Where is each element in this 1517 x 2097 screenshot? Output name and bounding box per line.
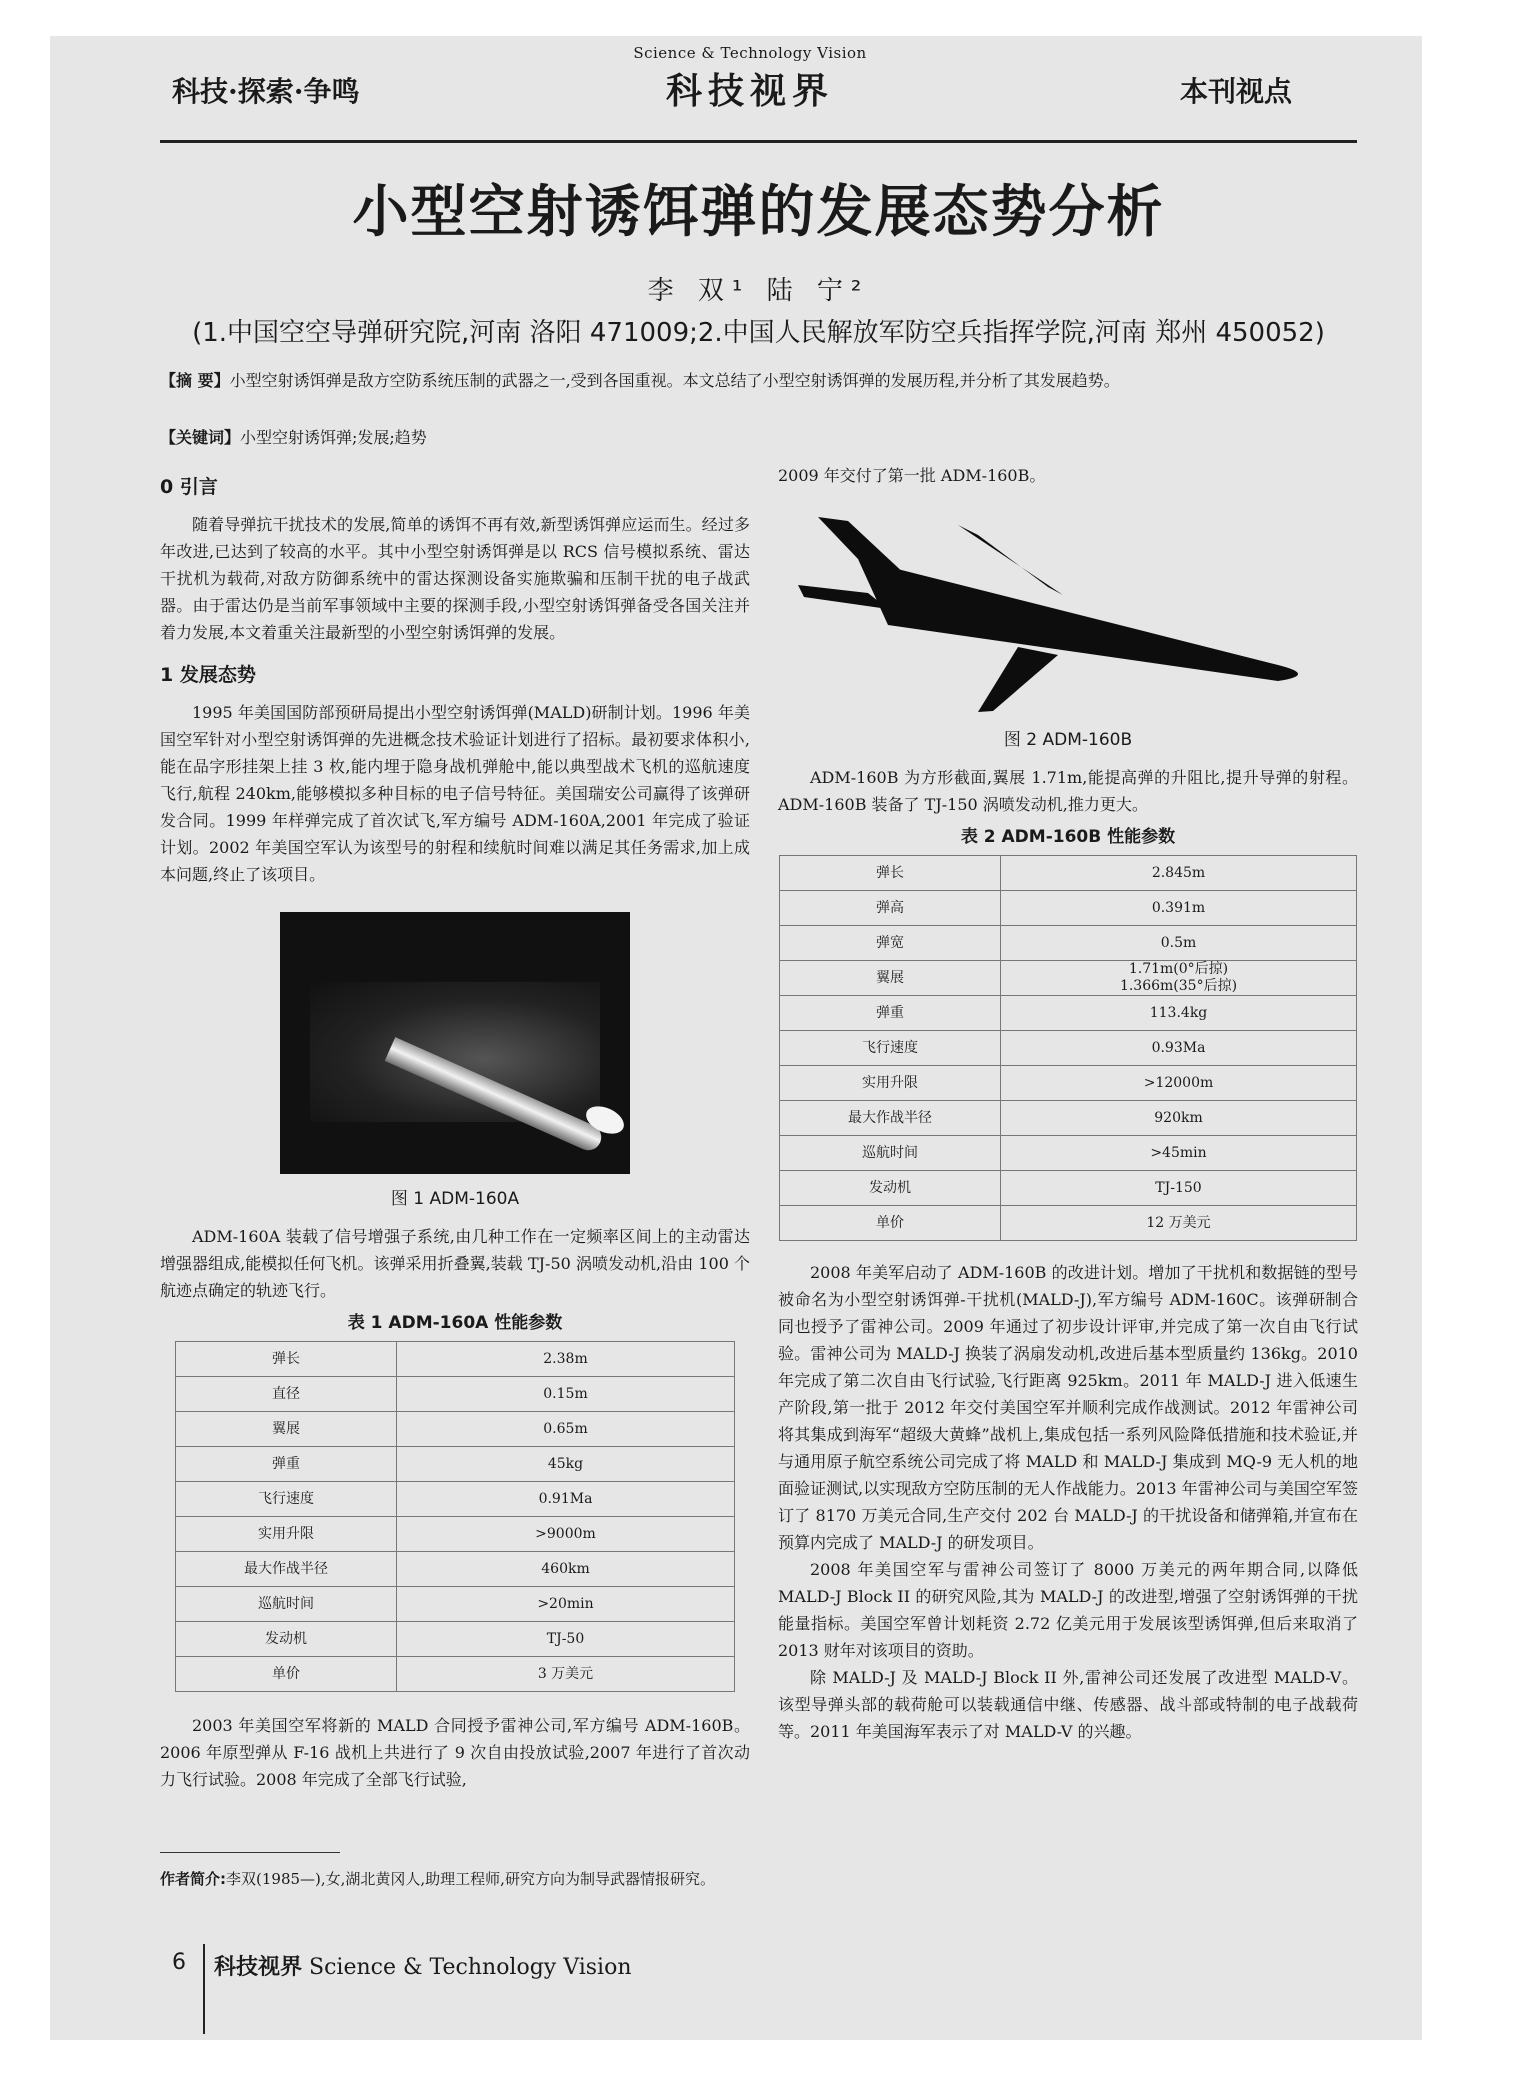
keywords-label: 【关键词】 <box>160 428 241 447</box>
abstract-label: 【摘 要】 <box>160 371 230 390</box>
table-cell-value: 0.93Ma <box>1001 1031 1357 1066</box>
table-row <box>780 1206 1357 1241</box>
table-row <box>780 1101 1357 1136</box>
table-row <box>780 856 1357 891</box>
table-row <box>176 1552 735 1587</box>
table-cell-value: 0.91Ma <box>397 1482 735 1517</box>
table-row <box>176 1587 735 1622</box>
table-row <box>176 1377 735 1412</box>
table-row <box>780 996 1357 1031</box>
table-cell-value: >9000m <box>397 1517 735 1552</box>
header-journal-name: 科技视界 <box>665 70 834 112</box>
right-paragraph-4: 除 MALD-J 及 MALD-J Block II 外,雷神公司还发展了改进型 MALD-V。该型导弹头部的载荷舱可以装载通信中继、传感器、战斗部或特制的电子战载荷等。2011 年美国海军表示了对 MALD-V 的兴趣。 <box>778 1668 1358 1741</box>
table-cell-param: 最大作战半径 <box>176 1552 397 1587</box>
table-cell-value: 0.5m <box>1001 926 1357 961</box>
table-cell-param: 发动机 <box>176 1622 397 1657</box>
table-cell-param: 单价 <box>176 1657 397 1692</box>
table-cell-param: 弹长 <box>176 1342 397 1377</box>
table-cell-param: 弹宽 <box>780 926 1001 961</box>
table-1-adm160a-specs <box>175 1341 735 1692</box>
abstract-text: 小型空射诱饵弹是敌方空防系统压制的武器之一,受到各国重视。本文总结了小型空射诱饵弹的发展历程,并分析了其发展趋势。 <box>229 371 1120 390</box>
table-cell-param: 飞行速度 <box>780 1031 1001 1066</box>
table-row <box>176 1657 735 1692</box>
table-1-caption: 表 1 ADM-160A 性能参数 <box>347 1313 563 1333</box>
footnote-text: 李双(1985—),女,湖北黄冈人,助理工程师,研究方向为制导武器情报研究。 <box>226 1870 715 1888</box>
header-rule <box>160 140 1357 143</box>
table-row <box>176 1482 735 1517</box>
table-cell-value: 1.71m(0°后掠) 1.366m(35°后掠) <box>1001 961 1357 996</box>
left-column <box>160 462 750 1793</box>
table-cell-param: 弹重 <box>176 1447 397 1482</box>
header-section-name: 本刊视点 <box>1180 75 1293 108</box>
table-row <box>176 1622 735 1657</box>
table-cell-value: 2.38m <box>397 1342 735 1377</box>
table-cell-param: 实用升限 <box>176 1517 397 1552</box>
table-cell-param: 最大作战半径 <box>780 1101 1001 1136</box>
figure-2-caption: 图 2 ADM-160B <box>1003 730 1133 750</box>
table-cell-value: 0.65m <box>397 1412 735 1447</box>
table-cell-value: 3 万美元 <box>397 1657 735 1692</box>
author-footnote <box>160 1868 715 1889</box>
section-1-paragraph-3: 2003 年美国空军将新的 MALD 合同授予雷神公司,军方编号 ADM-160B。2006 年原型弹从 F-16 战机上共进行了 9 次自由投放试验,2007 年进行了首次动力飞行试验。2008 年完成了全部飞行试验, <box>160 1716 750 1789</box>
right-paragraph-0: 2009 年交付了第一批 ADM-160B。 <box>778 466 1046 485</box>
table-cell-param: 直径 <box>176 1377 397 1412</box>
table-cell-value: >12000m <box>1001 1066 1357 1101</box>
section-1-paragraph-2: ADM-160A 装载了信号增强子系统,由几种工作在一定频率区间上的主动雷达增强器组成,能模拟任何飞机。该弹采用折叠翼,装载 TJ-50 涡喷发动机,沿由 100 个航迹点确定的轨迹飞行。 <box>160 1227 750 1300</box>
table-row <box>780 1031 1357 1066</box>
table-cell-value: 460km <box>397 1552 735 1587</box>
table-cell-value: 12 万美元 <box>1001 1206 1357 1241</box>
footnote-rule <box>160 1852 340 1853</box>
table-cell-value: TJ-50 <box>397 1622 735 1657</box>
right-paragraph-2: 2008 年美军启动了 ADM-160B 的改进计划。增加了干扰机和数据链的型号被命名为小型空射诱饵弹-干扰机(MALD-J),军方编号 ADM-160C。该弹研制合同也授予了雷神公司。2009 年通过了初步设计评审,并完成了第一次自由飞行试验。雷神公司为 MALD-J 换装了涡扇发动机,改进后基本型质量约 136kg。2010 年完成了第二次自由飞行试验,飞行距离 925km。2011 年 MALD-J 进入低速生产阶段,第一批于 2012 年交付美国空军并顺利完成作战测试。2012 年雷神公司将其集成到海军“超级大黄蜂”战机上,集成包括一系列风险降低措施和技术验证,并与通用原子航空系统公司完成了将 MALD 和 MALD-J 集成到 MQ-9 无人机的地面验证测试,以实现敌方空防压制的无人作战能力。2013 年雷神公司与美国空军签订了 8170 万美元合同,生产交付 202 台 MALD-J 的干扰设备和储弹箱,并宣布在预算内完成了 MALD-J 的研发项目。 <box>778 1263 1358 1552</box>
footer-journal-en: Science & Technology Vision <box>309 1955 632 1980</box>
table-row <box>176 1412 735 1447</box>
table-cell-value: 45kg <box>397 1447 735 1482</box>
table-cell-param: 弹高 <box>780 891 1001 926</box>
abstract <box>160 366 1357 395</box>
section-0-heading: 0 引言 <box>160 476 218 498</box>
table-row <box>780 1066 1357 1101</box>
table-row <box>176 1342 735 1377</box>
table-cell-value: 2.845m <box>1001 856 1357 891</box>
table-cell-value: 113.4kg <box>1001 996 1357 1031</box>
table-cell-param: 巡航时间 <box>176 1587 397 1622</box>
table-row <box>176 1447 735 1482</box>
section-1-heading: 1 发展态势 <box>160 664 256 686</box>
figure-2-missile-silhouette <box>798 497 1338 717</box>
table-cell-value: >45min <box>1001 1136 1357 1171</box>
figure-1-light <box>310 982 600 1122</box>
figure-1-photo <box>280 912 630 1174</box>
table-row <box>176 1517 735 1552</box>
table-row <box>780 961 1357 996</box>
figure-2-drawing <box>798 497 1338 717</box>
table-row <box>780 891 1357 926</box>
footnote-label: 作者简介: <box>160 1870 226 1888</box>
section-1-paragraph-1: 1995 年美国国防部预研局提出小型空射诱饵弹(MALD)研制计划。1996 年美国空军针对小型空射诱饵弹的先进概念技术验证计划进行了招标。最初要求体积小,能在品字形挂架上挂 3 枚,能内埋于隐身战机弹舱中,能以典型战术飞机的巡航速度飞行,航程 240km,能够模拟多种目标的电子信号特征。美国瑞安公司赢得了该弹研发合同。1999 年样弹完成了首次试飞,军方编号 ADM-160A,2001 年完成了验证计划。2002 年美国空军认为该型号的射程和续航时间难以满足其任务需求,加上成本问题,终止了该项目。 <box>160 703 750 884</box>
table-2-caption: 表 2 ADM-160B 性能参数 <box>960 827 1176 847</box>
table-cell-param: 弹长 <box>780 856 1001 891</box>
keywords-text: 小型空射诱饵弹;发展;趋势 <box>240 428 427 447</box>
table-cell-param: 飞行速度 <box>176 1482 397 1517</box>
table-2-adm160b-specs <box>779 855 1357 1241</box>
article-authors: 李 双¹ 陆 宁² <box>647 276 870 306</box>
table-cell-param: 发动机 <box>780 1171 1001 1206</box>
table-cell-param: 实用升限 <box>780 1066 1001 1101</box>
table-cell-param: 单价 <box>780 1206 1001 1241</box>
table-cell-value: 920km <box>1001 1101 1357 1136</box>
keywords <box>160 423 1357 452</box>
page-number: 6 <box>172 1950 186 1975</box>
article-affiliation: (1.中国空空导弹研究院,河南 洛阳 471009;2.中国人民解放军防空兵指挥学院,河南 郑州 450052) <box>192 318 1325 348</box>
page-footer-bar <box>203 1944 205 2034</box>
header-column-name: 科技·探索·争鸣 <box>172 75 360 108</box>
table-cell-param: 翼展 <box>780 961 1001 996</box>
table-cell-value: 0.391m <box>1001 891 1357 926</box>
table-cell-param: 巡航时间 <box>780 1136 1001 1171</box>
table-row <box>780 926 1357 961</box>
page-footer-journal <box>214 1950 632 1981</box>
footer-journal-cn: 科技视界 <box>214 1955 303 1980</box>
header-english-title: Science & Technology Vision <box>633 44 867 62</box>
table-cell-param: 弹重 <box>780 996 1001 1031</box>
article-title: 小型空射诱饵弹的发展态势分析 <box>352 179 1165 245</box>
right-paragraph-1: ADM-160B 为方形截面,翼展 1.71m,能提高弹的升阻比,提升导弹的射程。ADM-160B 装备了 TJ-150 涡喷发动机,推力更大。 <box>778 768 1358 814</box>
table-cell-value: TJ-150 <box>1001 1171 1357 1206</box>
figure-1-caption: 图 1 ADM-160A <box>390 1189 520 1209</box>
section-0-paragraph: 随着导弹抗干扰技术的发展,简单的诱饵不再有效,新型诱饵弹应运而生。经过多年改进,已达到了较高的水平。其中小型空射诱饵弹是以 RCS 信号模拟系统、雷达干扰机为载荷,对敌方防御系统中的雷达探测设备实施欺骗和压制干扰的电子战武器。由于雷达仍是当前军事领域中主要的探测手段,小型空射诱饵弹备受各国关注并着力发展,本文着重关注最新型的小型空射诱饵弹的发展。 <box>160 515 750 642</box>
table-cell-param: 翼展 <box>176 1412 397 1447</box>
table-row <box>780 1136 1357 1171</box>
table-cell-value: >20min <box>397 1587 735 1622</box>
table-row <box>780 1171 1357 1206</box>
right-column <box>778 462 1358 1745</box>
right-paragraph-3: 2008 年美国空军与雷神公司签订了 8000 万美元的两年期合同,以降低 MALD-J Block II 的研究风险,其为 MALD-J 的改进型,增强了空射诱饵弹的干扰能量指标。美国空军曾计划耗资 2.72 亿美元用于发展该型诱饵弹,但后来取消了 2013 财年对该项目的资助。 <box>778 1560 1358 1660</box>
table-cell-value: 0.15m <box>397 1377 735 1412</box>
